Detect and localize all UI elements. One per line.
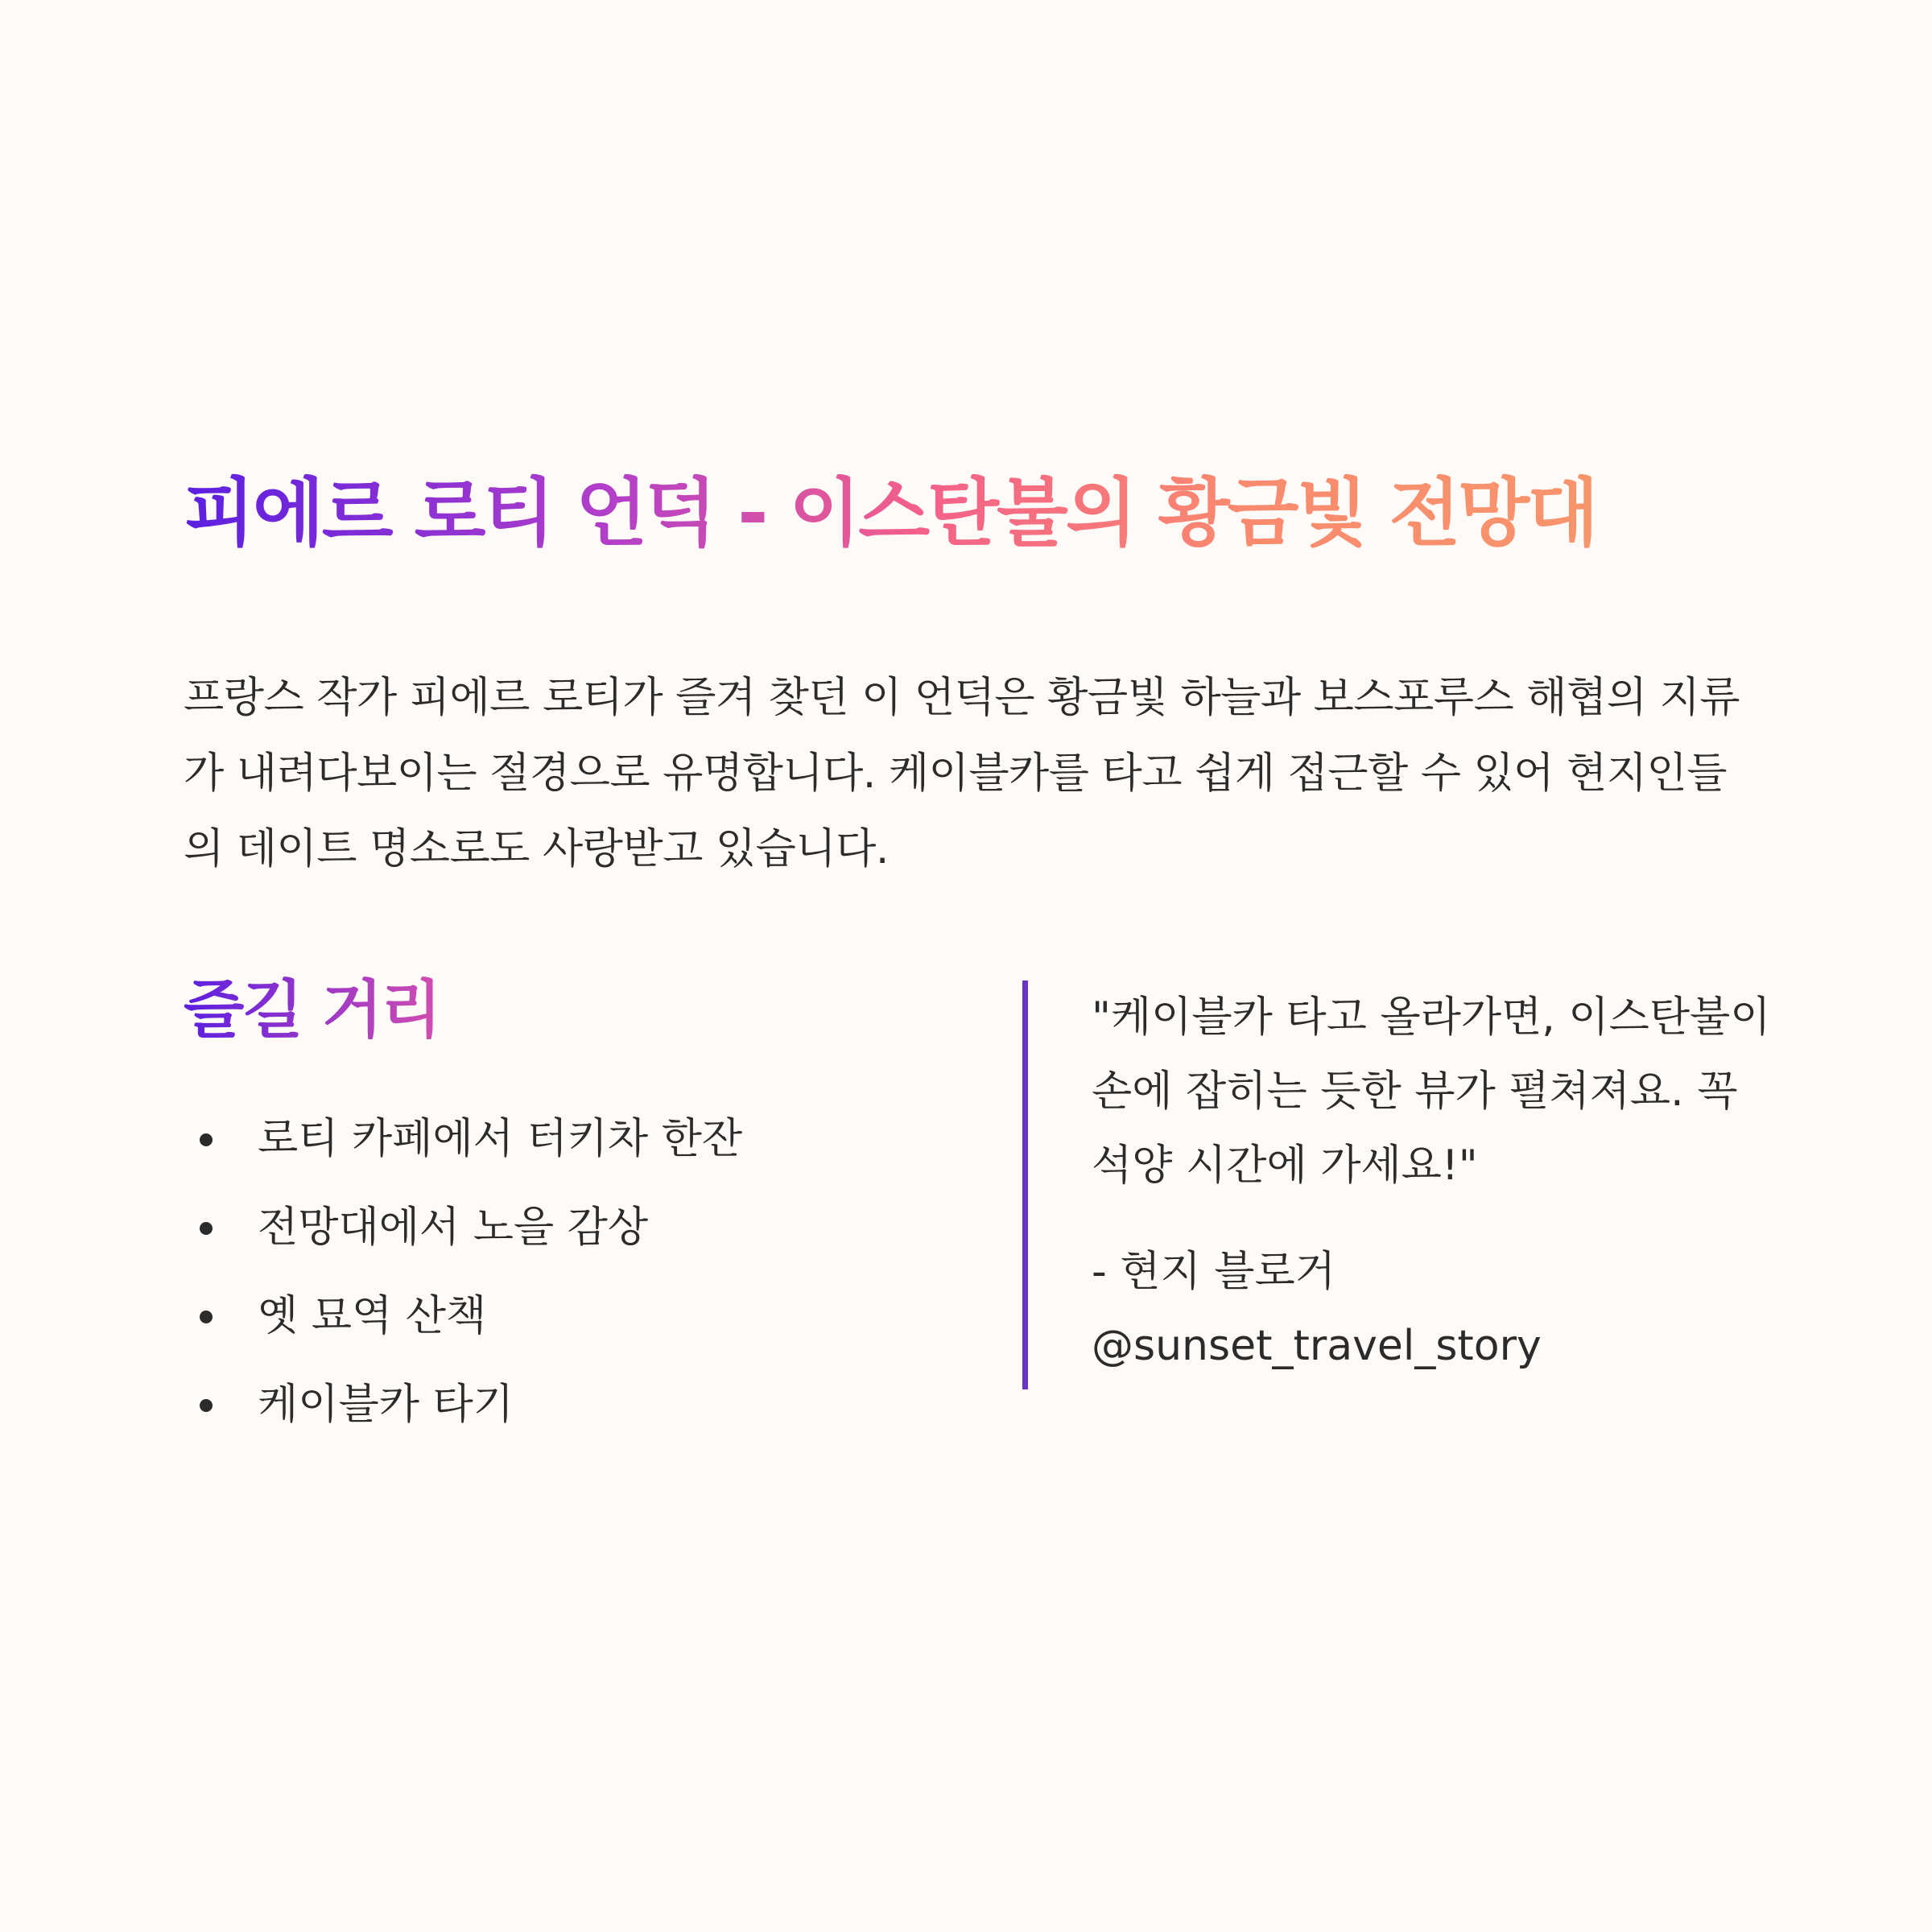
intro-paragraph: 프랑스 작가 피에르 로티가 즐겨 찾던 이 언덕은 황금빛 하늘과 보스포루스 해협의 지류가 내려다보이는 절경으로 유명합니다. 케이블카를 타고 쉽게 접근할 수 있어 현지인들의 데이트 명소로도 사랑받고 있습니다. <box>184 674 1740 873</box>
bullet-icon <box>200 1311 213 1323</box>
list-item <box>184 1272 908 1360</box>
list-item <box>184 1360 908 1449</box>
quote-author-role: - 현지 블로거 <box>1092 1248 1335 1296</box>
list-item-label: 로티 카페에서 터키차 한잔 <box>258 1115 743 1163</box>
quote-divider <box>1022 980 1028 1389</box>
blockquote <box>1092 980 1784 1383</box>
quote-author-handle: @sunset_travel_story <box>1092 1322 1542 1370</box>
list-item <box>184 1183 908 1272</box>
quote-text: "케이블카 타고 올라가면, 이스탄불이 손에 잡히는 듯한 뷰가 펼쳐져요. 꼭 석양 시간에 가세요!" <box>1092 993 1771 1190</box>
bullet-icon <box>200 1222 213 1235</box>
list-item-label: 전망대에서 노을 감상 <box>258 1203 649 1252</box>
bullet-icon <box>200 1399 213 1412</box>
highlights-list <box>184 1095 908 1449</box>
list-item-label: 옛 묘역 산책 <box>258 1292 487 1340</box>
list-item-label: 케이블카 타기 <box>258 1381 514 1429</box>
page-title: 피에르 로티 언덕 - 이스탄불의 황금빛 전망대 <box>184 465 1596 562</box>
list-item <box>184 1095 908 1183</box>
bullet-icon <box>200 1133 213 1146</box>
highlights-heading: 즐길 거리 <box>184 966 440 1055</box>
quote-author <box>1092 1235 1784 1383</box>
